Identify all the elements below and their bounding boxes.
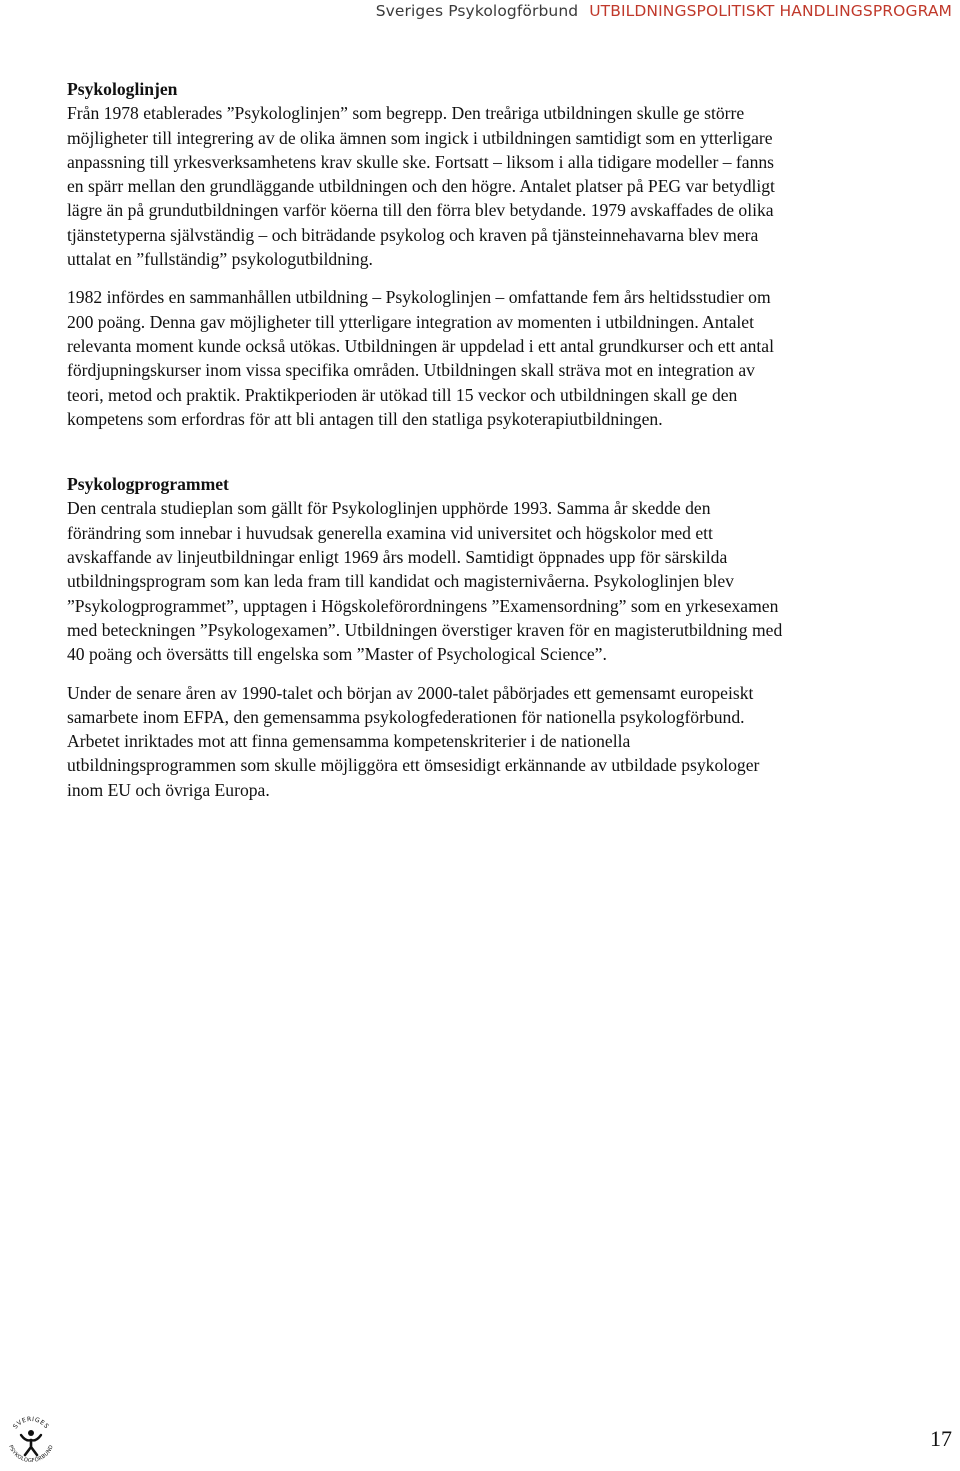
section-psykologlinjen <box>67 77 787 431</box>
logo-bottom-text: PSYKOLOGFÖRBUND <box>7 1444 55 1465</box>
header-org: Sveriges Psykologförbund <box>375 2 579 20</box>
section-heading: Psykologlinjen <box>67 79 178 99</box>
section-psykologprogrammet <box>67 472 787 802</box>
section-heading: Psykologprogrammet <box>67 474 229 495</box>
psykologforbund-logo <box>4 1412 58 1466</box>
svg-text:SVERIGES <box>12 1416 50 1431</box>
running-header <box>376 2 952 20</box>
person-figure-icon <box>4 1412 58 1466</box>
paragraph: 1982 infördes en sammanhållen utbildning – Psykologlinjen – omfattande fem års heltidsstudier om 200 poäng. Denna gav möjligheter till ytterligare integration av momenten i utbildningen. Antalet relevanta moment kunde också utökas. Utbildningen är uppdelad i ett antal grundkurser och ett antal fördjupningskurser inom vissa specifika områden. Utbildningen skall sträva mot en integration av teori, metod och praktik. Praktikperioden är utökad till 15 veckor och utbildningen skall ge den kompetens som erfordras för att bli antagen till den statliga psykoterapiutbildningen. <box>67 287 774 429</box>
page-number: 17 <box>930 1426 952 1451</box>
main-content <box>67 76 787 802</box>
logo-top-text: SVERIGES <box>11 1415 51 1431</box>
paragraph: Från 1978 etablerades ”Psykologlinjen” som begrepp. Den treåriga utbildningen skulle ge större möjligheter till integrering av de olika ämnen som ingick i utbildningen samtidigt som en ytterligare anpassning till yrkesverksamhetens krav skulle ske. Fortsatt – liksom i alla tidigare modeller – fanns en spärr mellan den grundläggande utbildningen och den högre. Antalet platser på PEG var betydligt lägre än på grundutbildningen varför köerna till den förra blev betydande. 1979 avskaffades de olika tjänstetyperna självständig – och biträdande psykolog och kraven på tjänsteinnehavarna blev mera uttalat en ”fullständig” psykologutbildning. <box>67 103 775 270</box>
header-program: UTBILDNINGSPOLITISKT HANDLINGSPROGRAM <box>589 2 952 20</box>
paragraph: Den centrala studieplan som gällt för Psykologlinjen upphörde 1993. Samma år skedde den förändring som innebar i huvudsak generella examina vid universitet och högskolor med ett avskaffande av linjeutbildningar enligt 1969 års modell. Samtidigt öppnades upp för särskilda utbildningsprogram som kan leda fram till kandidat och magisternivåerna. Psykologlinjen blev ”Psykologprogrammet”, upptagen i Högskoleförordningens ”Examensordning” som en yrkesexamen med beteckningen ”Psykologexamen”. Utbildningen överstiger kraven för en magisterutbildning med 40 poäng och översätts till engelska som ”Master of Psychological Science”. <box>67 498 783 665</box>
paragraph: Under de senare åren av 1990-talet och början av 2000-talet påbörjades ett gemensamt europeiskt samarbete inom EFPA, den gemensamma psykologfederationen för nationella psykologförbund. Arbetet inriktades mot att finna gemensamma kompetenskriterier i de nationella utbildningsprogrammen som skulle möjliggöra ett ömsesidigt erkännande av utbildade psykologer inom EU och övriga Europa. <box>67 682 760 800</box>
